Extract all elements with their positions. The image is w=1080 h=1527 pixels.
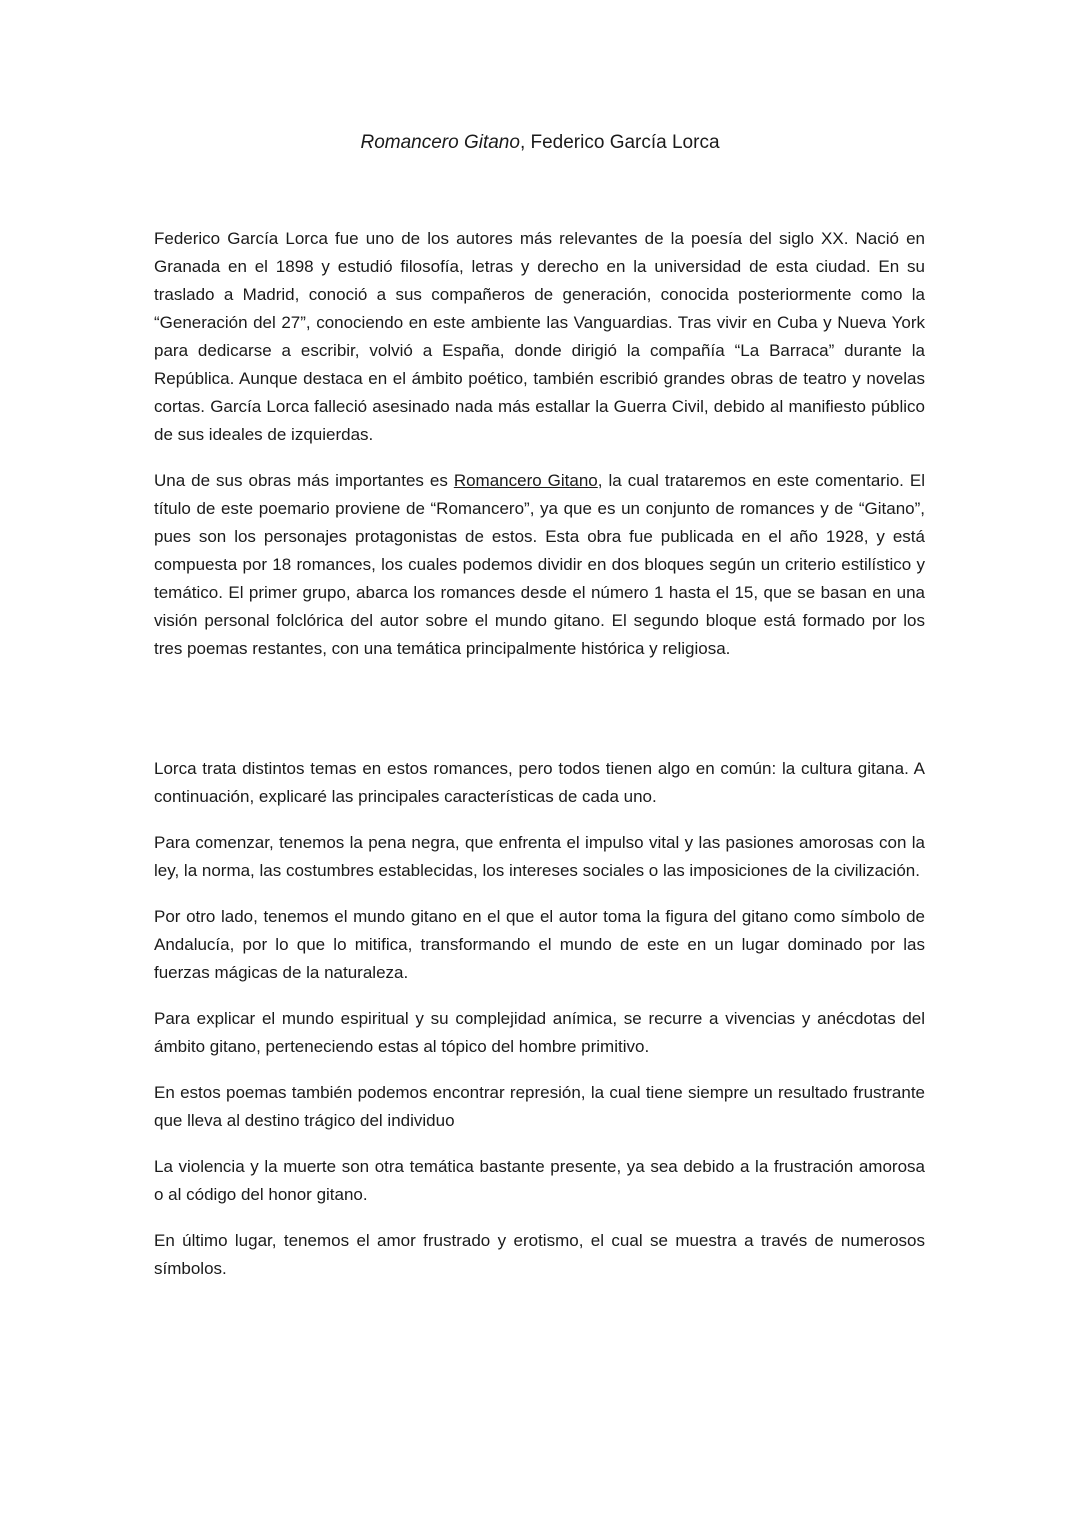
paragraph-work-overview <box>154 467 925 663</box>
paragraph-2-start: Una de sus obras más importantes es <box>154 471 454 490</box>
paragraph-represion: En estos poemas también podemos encontrar represión, la cual tiene siempre un resultado frustrante que lleva al destino trágico del individuo <box>154 1083 925 1130</box>
intro-section <box>154 225 925 681</box>
document-title <box>0 130 1080 156</box>
paragraph-themes-intro: Lorca trata distintos temas en estos romances, pero todos tienen algo en común: la cultura gitana. A continuación, explicaré las principales características de cada uno. <box>154 759 925 806</box>
paragraph-violencia-muerte: La violencia y la muerte son otra temática bastante presente, ya sea debido a la frustración amorosa o al código del honor gitano. <box>154 1157 925 1204</box>
title-italic: Romancero Gitano <box>360 132 520 153</box>
work-title-underlined: Romancero Gitano <box>453 471 598 490</box>
paragraph-amor-frustrado: En último lugar, tenemos el amor frustrado y erotismo, el cual se muestra a través de numerosos símbolos. <box>154 1231 925 1278</box>
title-rest: , Federico García Lorca <box>519 132 720 153</box>
themes-section <box>154 755 925 1301</box>
paragraph-2-rest: , la cual trataremos en este comentario. El título de este poemario proviene de “Romancero”, ya que es un conjunto de romances y de “Gitano”, pues son los personajes protagonistas de estos. Esta obra fue publicada en el año 1928, y está compuesta por 18 romances, los cuales podemos dividir en dos bloques según un criterio estilístico y temático. El primer grupo, abarca los romances desde el número 1 hasta el 15, que se basan en una visión personal folclórica del autor sobre el mundo gitano. El segundo bloque está formado por los tres poemas restantes, con una temática principalmente histórica y religiosa. <box>154 471 926 658</box>
paragraph-mundo-espiritual: Para explicar el mundo espiritual y su complejidad anímica, se recurre a vivencias y anécdotas del ámbito gitano, perteneciendo estas al tópico del hombre primitivo. <box>154 1009 925 1056</box>
paragraph-author-bio: Federico García Lorca fue uno de los autores más relevantes de la poesía del siglo XX. Nació en Granada en el 1898 y estudió filosofía, letras y derecho en la universidad de esta ciudad. En su traslado a Madrid, conoció a sus compañeros de generación, conocida posteriormente como la “Generación del 27”, conociendo en este ambiente las Vanguardias. Tras vivir en Cuba y Nueva York para dedicarse a escribir, volvió a España, donde dirigió la compañía “La Barraca” durante la República. Aunque destaca en el ámbito poético, también escribió grandes obras de teatro y novelas cortas. García Lorca falleció asesinado nada más estallar la Guerra Civil, debido al manifiesto público de sus ideales de izquierdas. <box>154 229 925 444</box>
paragraph-mundo-gitano: Por otro lado, tenemos el mundo gitano en el que el autor toma la figura del gitano como símbolo de Andalucía, por lo que lo mitifica, transformando el mundo de este en un lugar dominado por las fuerzas mágicas de la naturaleza. <box>154 907 925 982</box>
paragraph-pena-negra: Para comenzar, tenemos la pena negra, que enfrenta el impulso vital y las pasiones amorosas con la ley, la norma, las costumbres establecidas, los intereses sociales o las imposiciones de la civilización. <box>154 833 925 880</box>
